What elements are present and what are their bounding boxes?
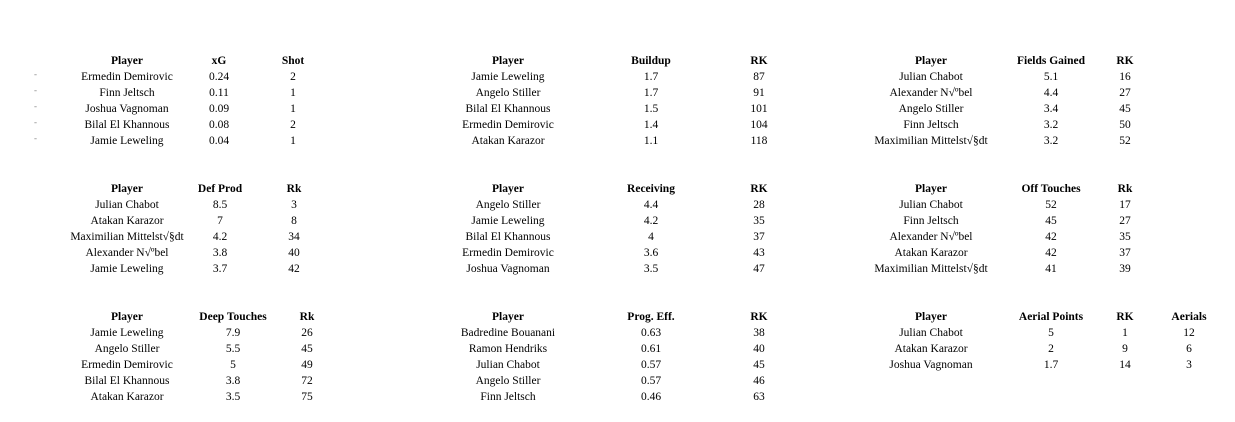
cell: 38 <box>753 327 765 339</box>
cell: 7 <box>217 215 223 227</box>
cell: 42 <box>288 263 300 275</box>
table-row <box>60 357 342 373</box>
column-header: Buildup <box>631 55 671 67</box>
cell: 37 <box>1119 247 1131 259</box>
cell: 3 <box>291 199 297 211</box>
cell: 4.2 <box>212 231 228 243</box>
column-header: Shot <box>281 55 305 67</box>
column-header: Player <box>915 311 947 323</box>
column-header: Rk <box>299 311 315 323</box>
cell: 42 <box>1045 247 1057 259</box>
cell: Ermedin Demirovic <box>81 359 173 371</box>
cell: Julian Chabot <box>899 199 963 211</box>
cell: 1.7 <box>1043 359 1059 371</box>
table-row <box>60 261 342 277</box>
table-row <box>60 389 342 405</box>
table-row <box>862 69 1148 85</box>
cell: Joshua Vagnoman <box>466 263 550 275</box>
cell: 3.2 <box>1043 119 1059 131</box>
cell: Angelo Stiller <box>475 199 541 211</box>
cell: 16 <box>1119 71 1131 83</box>
cell: 12 <box>1183 327 1195 339</box>
header-row <box>442 309 790 325</box>
column-header: Off Touches <box>1021 183 1081 195</box>
cell: Finn Jeltsch <box>903 215 959 227</box>
column-header: xG <box>211 55 227 67</box>
row-marker: - <box>34 69 37 79</box>
cell: 35 <box>1119 231 1131 243</box>
cell: 1 <box>290 87 296 99</box>
column-header: Player <box>492 183 524 195</box>
cell: 3.5 <box>225 391 241 403</box>
cell: Jamie Leweling <box>90 135 164 147</box>
table-row <box>862 197 1148 213</box>
cell: 1 <box>290 135 296 147</box>
cell: 4 <box>648 231 654 243</box>
table-row <box>442 341 790 357</box>
cell: Julian Chabot <box>899 327 963 339</box>
cell: 0.11 <box>209 87 229 99</box>
cell: Bilal El Khannous <box>465 231 551 243</box>
cell: 75 <box>301 391 313 403</box>
cell: 26 <box>301 327 313 339</box>
cell: 39 <box>1119 263 1131 275</box>
column-header: Rk <box>286 183 302 195</box>
table-row <box>862 117 1148 133</box>
table-row <box>60 69 342 85</box>
cell: 72 <box>301 375 313 387</box>
cell: 52 <box>1119 135 1131 147</box>
cell: Atakan Karazor <box>894 343 968 355</box>
cell: 5.5 <box>225 343 241 355</box>
header-row <box>862 309 1230 325</box>
column-header: Player <box>111 55 143 67</box>
cell: Jamie Leweling <box>90 263 164 275</box>
cell: Finn Jeltsch <box>99 87 155 99</box>
table-row <box>442 133 790 149</box>
column-header: RK <box>1116 311 1134 323</box>
cell: Julian Chabot <box>476 359 540 371</box>
table-receiving <box>442 181 790 277</box>
cell: Angelo Stiller <box>94 343 160 355</box>
cell: 52 <box>1045 199 1057 211</box>
table-row <box>60 341 342 357</box>
column-header: RK <box>750 311 768 323</box>
table-row <box>442 69 790 85</box>
cell: 49 <box>301 359 313 371</box>
cell: Finn Jeltsch <box>480 391 536 403</box>
table-row <box>442 357 790 373</box>
cell: Joshua Vagnoman <box>889 359 973 371</box>
table-row <box>60 101 342 117</box>
cell: Jamie Leweling <box>471 215 545 227</box>
table-row <box>442 213 790 229</box>
cell: 1.7 <box>643 87 659 99</box>
cell: 27 <box>1119 215 1131 227</box>
table-fields-gained <box>862 53 1148 149</box>
column-header: Aerials <box>1171 311 1207 323</box>
cell: Ermedin Demirovic <box>462 119 554 131</box>
cell: Atakan Karazor <box>90 391 164 403</box>
row-marker: - <box>34 101 37 111</box>
cell: 0.46 <box>640 391 662 403</box>
table-row <box>60 197 342 213</box>
table-row <box>862 357 1230 373</box>
cell: 7.9 <box>225 327 241 339</box>
table-off-touches <box>862 181 1148 277</box>
table-buildup <box>442 53 790 149</box>
cell: Alexander N√ºbel <box>85 247 169 259</box>
table-row <box>60 117 342 133</box>
table-row <box>442 373 790 389</box>
table-row <box>862 325 1230 341</box>
header-row <box>60 181 342 197</box>
column-header: Rk <box>1117 183 1133 195</box>
cell: Angelo Stiller <box>475 375 541 387</box>
column-header: RK <box>1116 55 1134 67</box>
table-row <box>442 389 790 405</box>
column-header: Deep Touches <box>199 311 267 323</box>
table-aerial-points <box>862 309 1230 373</box>
cell: Ermedin Demirovic <box>81 71 173 83</box>
table-row <box>862 341 1230 357</box>
cell: Bilal El Khannous <box>84 375 170 387</box>
table-row <box>442 197 790 213</box>
cell: 0.57 <box>640 375 662 387</box>
column-header: Player <box>111 311 143 323</box>
cell: Bilal El Khannous <box>84 119 170 131</box>
cell: Jamie Leweling <box>471 71 545 83</box>
cell: 40 <box>753 343 765 355</box>
cell: 0.09 <box>208 103 230 115</box>
cell: Badredine Bouanani <box>460 327 556 339</box>
table-row <box>60 85 342 101</box>
column-header: Player <box>915 55 947 67</box>
row-marker: - <box>34 85 37 95</box>
cell: Alexander N√ºbel <box>889 231 973 243</box>
cell: 47 <box>753 263 765 275</box>
cell: 6 <box>1186 343 1192 355</box>
table-row <box>862 101 1148 117</box>
header-row <box>442 181 790 197</box>
cell: 1.5 <box>643 103 659 115</box>
cell: 3.5 <box>643 263 659 275</box>
cell: 34 <box>288 231 300 243</box>
column-header: Fields Gained <box>1016 55 1086 67</box>
cell: 46 <box>753 375 765 387</box>
cell: Angelo Stiller <box>475 87 541 99</box>
cell: Maximilian Mittelst√§dt <box>70 231 184 243</box>
cell: Atakan Karazor <box>894 247 968 259</box>
table-row <box>60 373 342 389</box>
table-row <box>442 229 790 245</box>
table-row <box>60 213 342 229</box>
header-row <box>862 53 1148 69</box>
cell: 104 <box>750 119 768 131</box>
table-row <box>60 133 342 149</box>
table-row <box>442 85 790 101</box>
table-row <box>442 101 790 117</box>
cell: 5 <box>230 359 236 371</box>
cell: 45 <box>753 359 765 371</box>
table-prog-eff <box>442 309 790 405</box>
cell: 17 <box>1119 199 1131 211</box>
table-row <box>442 245 790 261</box>
cell: 3.7 <box>212 263 228 275</box>
cell: 0.08 <box>208 119 230 131</box>
table-row <box>862 229 1148 245</box>
column-header: Player <box>915 183 947 195</box>
cell: 1.4 <box>643 119 659 131</box>
row-marker: - <box>34 133 37 143</box>
header-row <box>60 53 342 69</box>
column-header: Player <box>111 183 143 195</box>
cell: 40 <box>288 247 300 259</box>
header-row <box>862 181 1148 197</box>
cell: 50 <box>1119 119 1131 131</box>
cell: Joshua Vagnoman <box>85 103 169 115</box>
column-header: Prog. Eff. <box>627 311 675 323</box>
table-row <box>862 133 1148 149</box>
cell: 1 <box>290 103 296 115</box>
cell: Ermedin Demirovic <box>462 247 554 259</box>
cell: 101 <box>750 103 768 115</box>
cell: 1.1 <box>643 135 659 147</box>
column-header: RK <box>750 55 768 67</box>
cell: 3.6 <box>643 247 659 259</box>
cell: 2 <box>1048 343 1054 355</box>
table-row <box>60 245 342 261</box>
table-row <box>60 325 342 341</box>
cell: 27 <box>1119 87 1131 99</box>
cell: 28 <box>753 199 765 211</box>
cell: 118 <box>750 135 768 147</box>
cell: Finn Jeltsch <box>903 119 959 131</box>
header-row <box>60 309 342 325</box>
cell: Atakan Karazor <box>471 135 545 147</box>
cell: 5.1 <box>1043 71 1059 83</box>
cell: Atakan Karazor <box>90 215 164 227</box>
cell: 2 <box>290 71 296 83</box>
cell: 8.5 <box>212 199 228 211</box>
cell: 45 <box>301 343 313 355</box>
cell: Alexander N√ºbel <box>889 87 973 99</box>
cell: 0.04 <box>208 135 230 147</box>
cell: 63 <box>753 391 765 403</box>
cell: 1.7 <box>643 71 659 83</box>
cell: 0.63 <box>640 327 662 339</box>
table-row <box>862 261 1148 277</box>
cell: Julian Chabot <box>95 199 159 211</box>
cell: Ramon Hendriks <box>468 343 548 355</box>
cell: 3.8 <box>212 247 228 259</box>
table-row <box>862 85 1148 101</box>
column-header: Def Prod <box>197 183 243 195</box>
cell: 3.4 <box>1043 103 1059 115</box>
cell: 14 <box>1119 359 1131 371</box>
cell: 42 <box>1045 231 1057 243</box>
cell: 4.2 <box>643 215 659 227</box>
table-xg-shot <box>60 53 342 149</box>
cell: 45 <box>1045 215 1057 227</box>
cell: 3.8 <box>225 375 241 387</box>
table-def-prod <box>60 181 342 277</box>
table-deep-touches <box>60 309 342 405</box>
header-row <box>442 53 790 69</box>
cell: Angelo Stiller <box>898 103 964 115</box>
column-header: Aerial Points <box>1018 311 1084 323</box>
table-row <box>442 325 790 341</box>
cell: 9 <box>1122 343 1128 355</box>
cell: 0.24 <box>208 71 230 83</box>
cell: 45 <box>1119 103 1131 115</box>
row-marker: - <box>34 117 37 127</box>
cell: 43 <box>753 247 765 259</box>
column-header: Receiving <box>627 183 675 195</box>
cell: 5 <box>1048 327 1054 339</box>
table-row <box>862 245 1148 261</box>
cell: 3.2 <box>1043 135 1059 147</box>
cell: 3 <box>1186 359 1192 371</box>
cell: Maximilian Mittelst√§dt <box>874 135 988 147</box>
cell: 4.4 <box>643 199 659 211</box>
cell: Bilal El Khannous <box>465 103 551 115</box>
table-row <box>60 229 342 245</box>
column-header: Player <box>492 311 524 323</box>
cell: 2 <box>290 119 296 131</box>
table-row <box>442 117 790 133</box>
cell: Julian Chabot <box>899 71 963 83</box>
cell: 0.57 <box>640 359 662 371</box>
cell: 1 <box>1122 327 1128 339</box>
cell: Jamie Leweling <box>90 327 164 339</box>
cell: 87 <box>753 71 765 83</box>
cell: 0.61 <box>640 343 662 355</box>
cell: 8 <box>291 215 297 227</box>
cell: 35 <box>753 215 765 227</box>
table-row <box>862 213 1148 229</box>
cell: Maximilian Mittelst√§dt <box>874 263 988 275</box>
cell: 4.4 <box>1043 87 1059 99</box>
table-row <box>442 261 790 277</box>
column-header: RK <box>750 183 768 195</box>
cell: 37 <box>753 231 765 243</box>
column-header: Player <box>492 55 524 67</box>
cell: 91 <box>753 87 765 99</box>
cell: 41 <box>1045 263 1057 275</box>
